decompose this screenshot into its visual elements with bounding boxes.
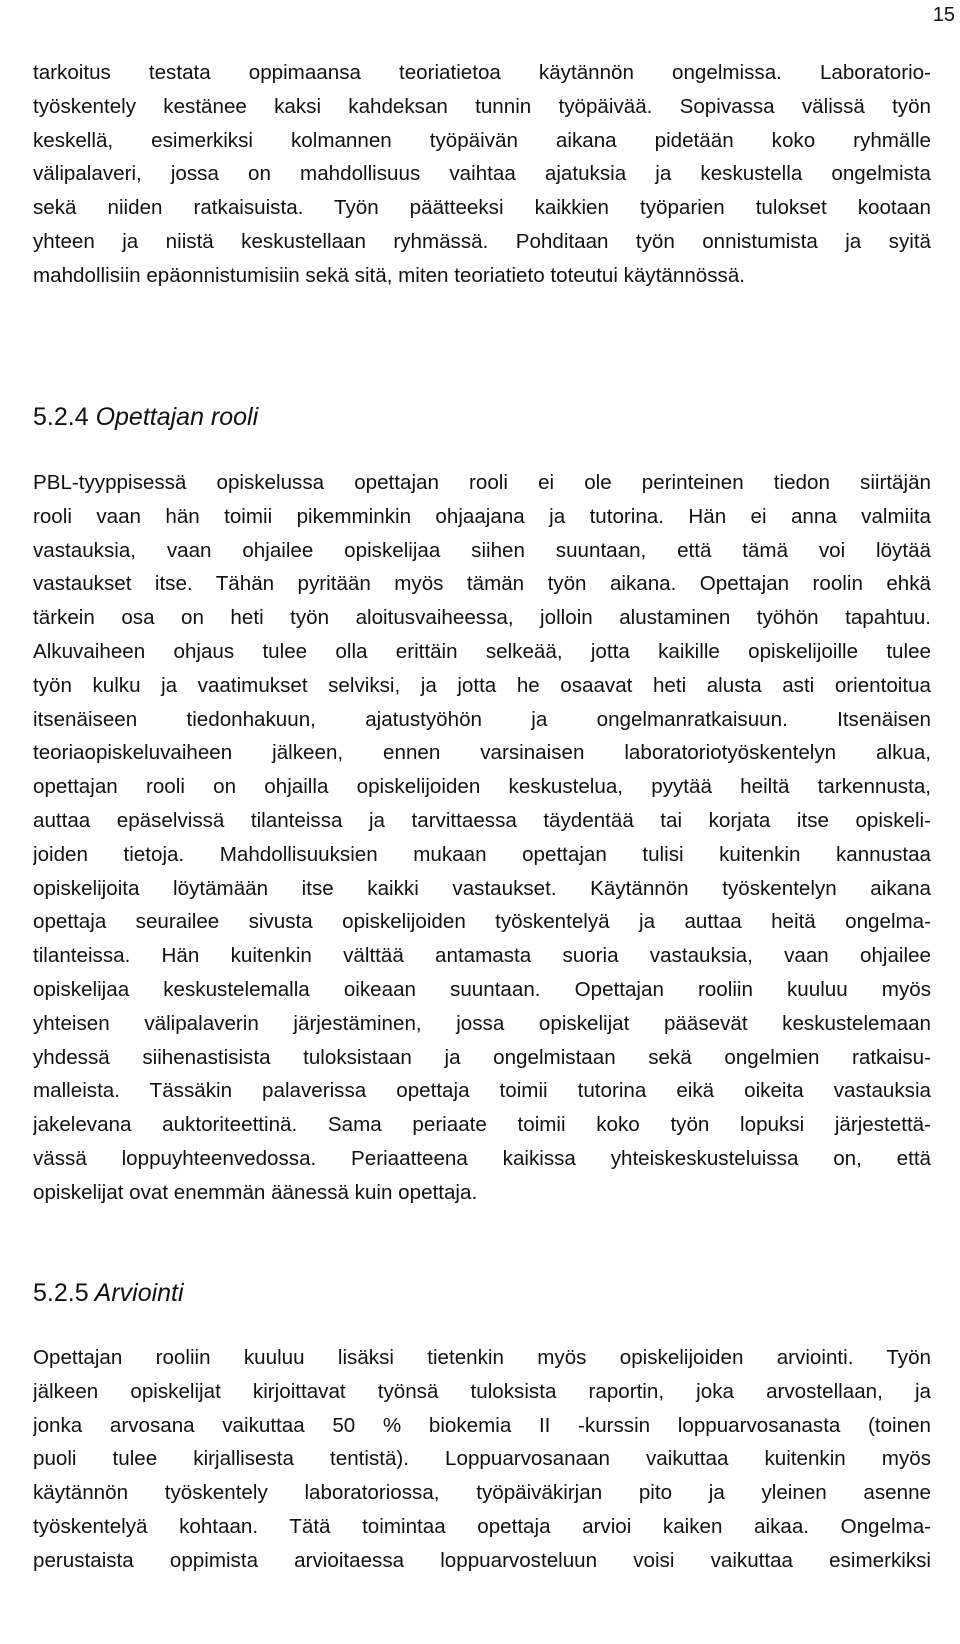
paragraph-line: opiskelijat ovat enemmän äänessä kuin opettaja. [33, 1180, 478, 1204]
section-number: 5.2.5 [33, 1279, 89, 1307]
paragraph-line: Opettajan rooliin kuuluu lisäksi tietenkin myös opiskelijoiden arviointi. Työn [33, 1346, 931, 1369]
paragraph-line: vastauksia, vaan ohjailee opiskelijaa siihen suuntaan, että tämä voi löytää [33, 538, 931, 562]
paragraph-line: auttaa epäselvissä tilanteissa ja tarvittaessa täydentää tai korjata itse opiskeli- [33, 808, 931, 832]
paragraph-line: jälkeen opiskelijat kirjoittavat työnsä tuloksista raportin, joka arvostellaan, ja [33, 1379, 931, 1403]
paragraph-line: teoriaopiskeluvaiheen jälkeen, ennen varsinaisen laboratoriotyöskentelyn alkua, [33, 741, 931, 765]
paragraph-line: malleista. Tässäkin palaverissa opettaja toimii tutorina eikä oikeita vastauksia [33, 1079, 931, 1103]
section-title: Arviointi [94, 1279, 184, 1307]
paragraph-line: PBL-tyyppisessä opiskelussa opettajan rooli ei ole perinteinen tiedon siirtäjän [33, 471, 931, 494]
paragraph-line: puoli tulee kirjallisesta tentistä). Loppuarvosanaan vaikuttaa kuitenkin myös [33, 1447, 931, 1471]
paragraph-line: jakelevana auktoriteettinä. Sama periaate toimii koko työn lopuksi järjestettä- [33, 1113, 931, 1137]
paragraph-line: jonka arvosana vaikuttaa 50 % biokemia II -kurssin loppuarvosanasta (toinen [33, 1413, 931, 1437]
paragraph-line: itsenäiseen tiedonhakuun, ajatustyöhön ja ongelmanratkaisuun. Itsenäisen [33, 707, 931, 731]
section-heading-arviointi [33, 1276, 184, 1310]
paragraph-line: työskentely kestänee kaksi kahdeksan tunnin työpäivää. Sopivassa välissä työn [33, 94, 931, 118]
arviointi-paragraph [33, 1341, 931, 1578]
paragraph-line: vastaukset itse. Tähän pyritään myös tämän työn aikana. Opettajan roolin ehkä [33, 572, 931, 596]
paragraph-line: opettajan rooli on ohjailla opiskelijoiden keskustelua, pyytää heiltä tarkennusta, [33, 775, 931, 799]
paragraph-line: tärkein osa on heti työn aloitusvaiheessa, jolloin alustaminen työhön tapahtuu. [33, 606, 931, 630]
paragraph-line: opiskelijoita löytämään itse kaikki vastaukset. Käytännön työskentelyn aikana [33, 876, 931, 900]
paragraph-line: tarkoitus testata oppimaansa teoriatietoa käytännön ongelmissa. Laboratorio- [33, 61, 931, 84]
paragraph-line: perustaista oppimista arvioitaessa loppuarvosteluun voisi vaikuttaa esimerkiksi [33, 1548, 931, 1572]
paragraph-line: joiden tietoja. Mahdollisuuksien mukaan opettajan tulisi kuitenkin kannustaa [33, 842, 931, 866]
paragraph-line: yhdessä siihenastisista tuloksistaan ja ongelmistaan sekä ongelmien ratkaisu- [33, 1045, 931, 1069]
paragraph-line: sekä niiden ratkaisuista. Työn päätteeksi kaikkien työparien tulokset kootaan [33, 196, 931, 220]
paragraph-line: tilanteissa. Hän kuitenkin välttää antamasta suoria vastauksia, vaan ohjailee [33, 944, 931, 968]
paragraph-line: työn kulku ja vaatimukset selviksi, ja jotta he osaavat heti alusta asti orientoitua [33, 673, 931, 697]
opettajan-rooli-paragraph [33, 466, 931, 1210]
paragraph-line: yhteen ja niistä keskustellaan ryhmässä. Pohditaan työn onnistumista ja syitä [33, 229, 931, 253]
paragraph-line: Alkuvaiheen ohjaus tulee olla erittäin selkeää, jotta kaikille opiskelijoille tulee [33, 639, 931, 663]
paragraph-line: yhteisen välipalaverin järjestäminen, jossa opiskelijat pääsevät keskustelemaan [33, 1011, 931, 1035]
paragraph-line: mahdollisiin epäonnistumisiin sekä sitä, miten teoriatieto toteutui käytännössä. [33, 263, 746, 287]
paragraph-line: opiskelijaa keskustelemalla oikeaan suuntaan. Opettajan rooliin kuuluu myös [33, 977, 931, 1001]
paragraph-line: työskentelyä kohtaan. Tätä toimintaa opettaja arvioi kaiken aikaa. Ongelma- [33, 1514, 931, 1538]
paragraph-line: keskellä, esimerkiksi kolmannen työpäivän aikana pidetään koko ryhmälle [33, 128, 931, 152]
paragraph-line: vässä loppuyhteenvedossa. Periaatteena kaikissa yhteiskeskusteluissa on, että [33, 1146, 931, 1170]
intro-paragraph [33, 56, 931, 293]
paragraph-line: rooli vaan hän toimii pikemminkin ohjaajana ja tutorina. Hän ei anna valmiita [33, 504, 931, 528]
section-number: 5.2.4 [33, 403, 89, 431]
page-number: 15 [932, 4, 955, 26]
section-heading-opettajan-rooli [33, 400, 258, 434]
paragraph-line: opettaja seurailee sivusta opiskelijoiden työskentelyä ja auttaa heitä ongelma- [33, 910, 931, 934]
paragraph-line: välipalaveri, jossa on mahdollisuus vaihtaa ajatuksia ja keskustella ongelmista [33, 162, 931, 186]
paragraph-line: käytännön työskentely laboratoriossa, työpäiväkirjan pito ja yleinen asenne [33, 1481, 931, 1505]
section-title: Opettajan rooli [95, 403, 259, 431]
